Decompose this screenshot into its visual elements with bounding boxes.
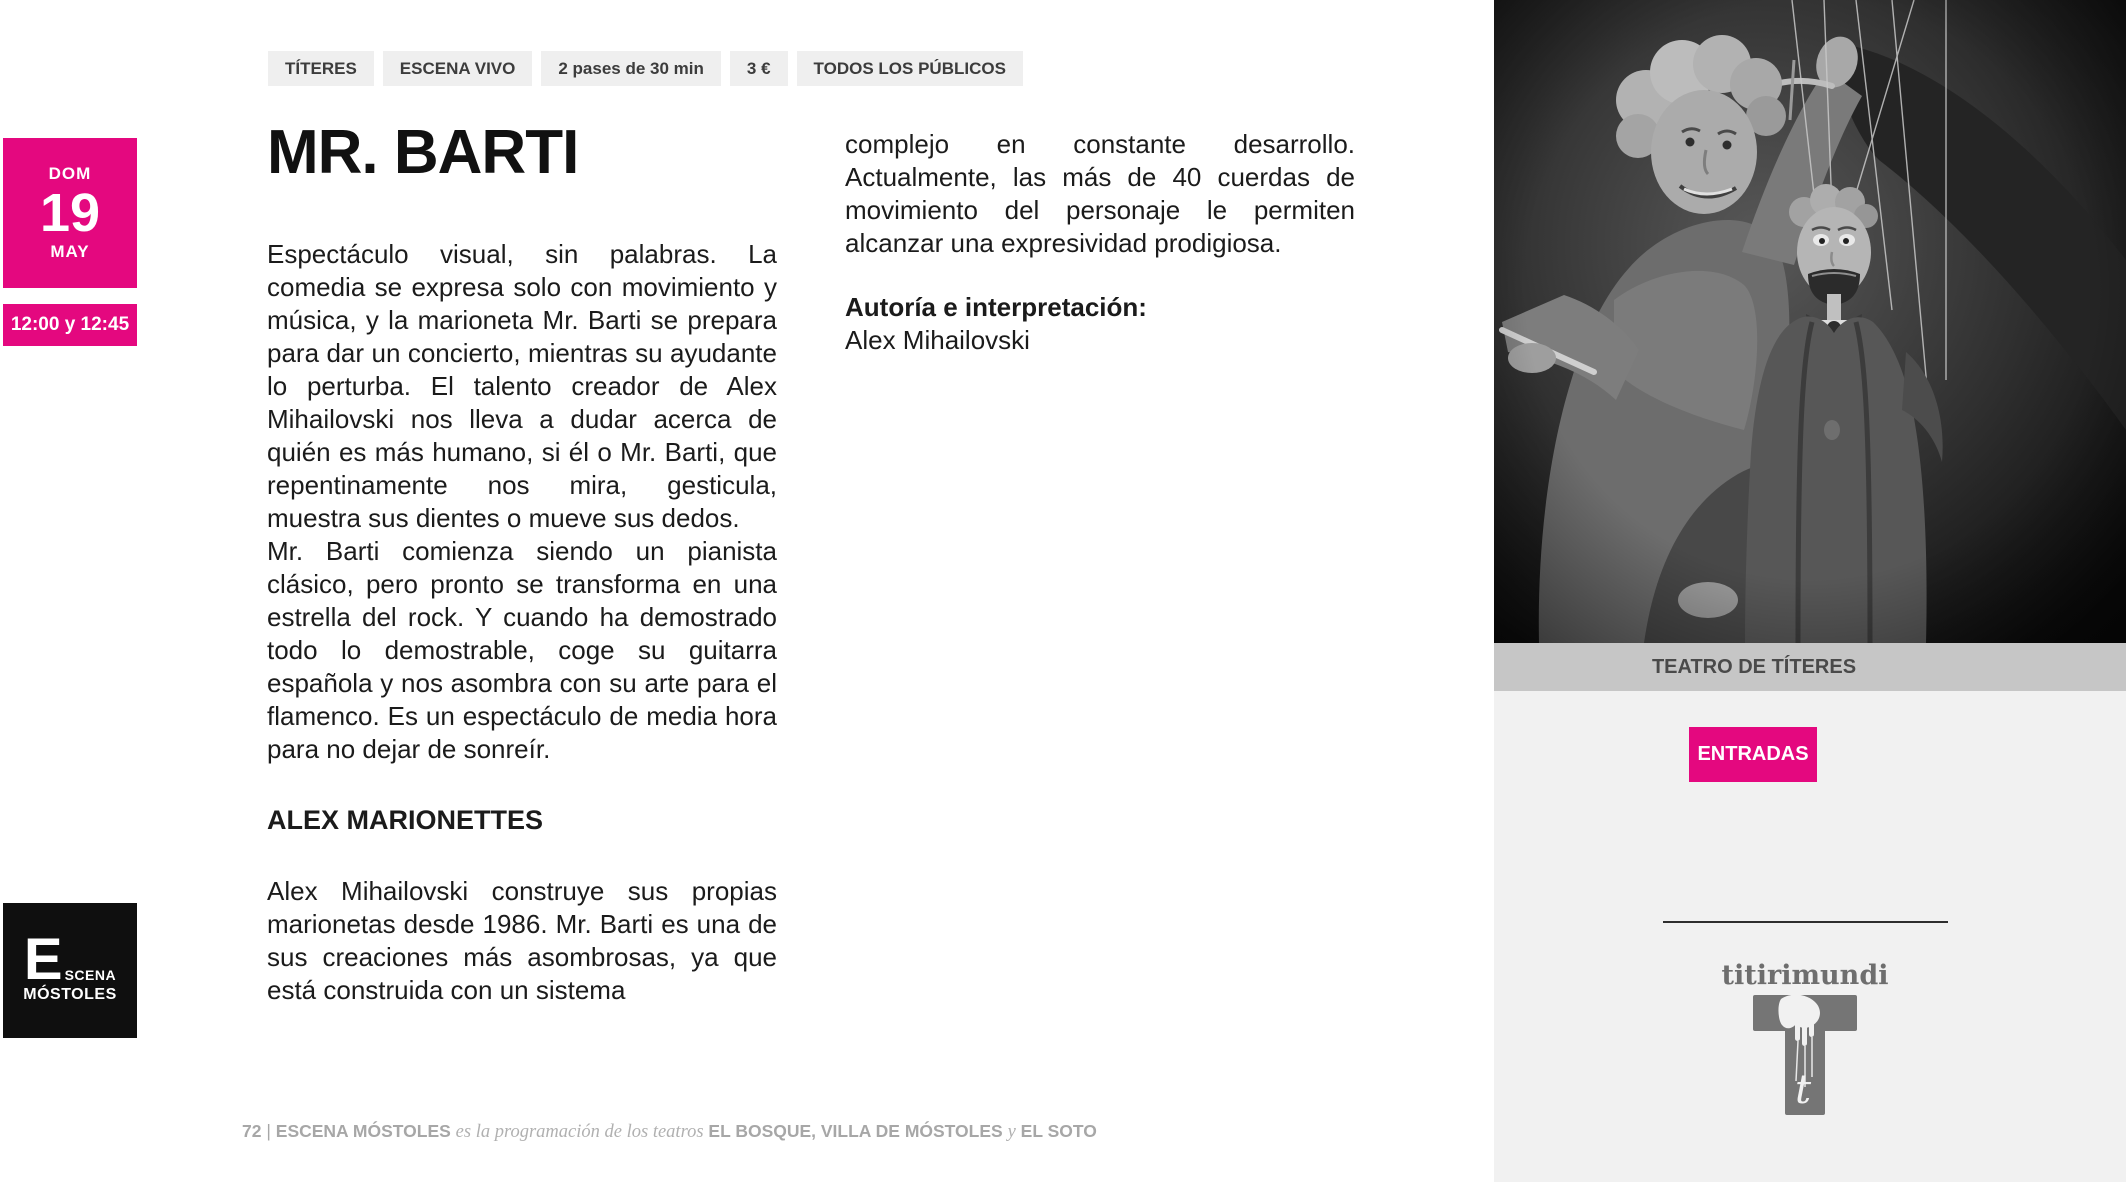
credits-heading: Autoría e interpretación:: [845, 292, 1147, 322]
tag-pases: 2 pases de 30 min: [541, 51, 721, 86]
page-footer: [242, 1121, 1342, 1143]
tag-publicos: TODOS LOS PÚBLICOS: [797, 51, 1023, 86]
escena-logo-rest: SCENA: [64, 966, 117, 983]
photo-caption: TEATRO DE TÍTERES: [1494, 643, 2126, 691]
credits-name: Alex Mihailovski: [845, 325, 1030, 355]
section-heading-alex-marionettes: ALEX MARIONETTES: [267, 805, 544, 835]
event-month: MAY: [50, 242, 90, 261]
performer-photo-illustration: [1494, 0, 2126, 643]
escena-logo-city: MÓSTOLES: [23, 985, 117, 1003]
footer-theaters-1: EL BOSQUE, VILLA DE MÓSTOLES: [708, 1121, 1003, 1141]
entradas-button[interactable]: ENTRADAS: [1689, 727, 1817, 782]
article-paragraph-3: Alex Mihailovski construye sus propias marionetas desde 1986. Mr. Barti es una de sus creaciones más asombrosas, ya que está construida con un sistema: [267, 876, 777, 1005]
article-paragraph-2: Mr. Barti comienza siendo un pianista clásico, pero pronto se transforma en una estrella del rock. Y cuando ha demostrado todo lo demostrable, coge su guitarra española y nos asombra con su arte para el flamenco. Es un espectáculo de media hora para no dejar de sonreír.: [267, 536, 777, 764]
footer-theaters-2: EL SOTO: [1020, 1121, 1097, 1141]
escena-mostoles-logo: [3, 903, 137, 1038]
credits-block: [845, 291, 1355, 357]
tag-escena-vivo: ESCENA VIVO: [383, 51, 533, 86]
tag-row: [268, 51, 1023, 86]
escena-logo-initial: E: [23, 927, 63, 993]
article-paragraph-1: Espectáculo visual, sin palabras. La comedia se expresa solo con movimiento y música, y la marioneta Mr. Barti se prepara para dar un concierto, mientras su ayudante lo perturba. El talento creador de Alex Mihailovski nos lleva a dudar acerca de quién es más humano, si él o Mr. Barti, que repentinamente nos mira, gesticula, muestra sus dientes o mueve sus dedos.: [267, 239, 777, 533]
titirimundi-logo[interactable]: [1700, 962, 1910, 1115]
performer-photo: [1494, 0, 2126, 643]
page-title: MR. BARTI: [267, 118, 579, 187]
footer-separator: |: [266, 1121, 271, 1141]
footer-conjunction: y: [1007, 1122, 1016, 1142]
event-day-name: DOM: [48, 164, 92, 183]
footer-page-number: 72: [242, 1121, 262, 1141]
tag-titeres: TÍTERES: [268, 51, 374, 86]
event-times: 12:00 y 12:45: [3, 304, 137, 346]
escena-logo-lockup: [23, 927, 117, 993]
footer-brand: ESCENA MÓSTOLES: [275, 1121, 451, 1141]
svg-text:t: t: [1795, 1067, 1812, 1113]
event-date-box: [3, 138, 137, 288]
footer-text: es la programación de los teatros: [455, 1122, 704, 1142]
event-day-number: 19: [39, 183, 101, 243]
tag-precio: 3 €: [730, 51, 788, 86]
titirimundi-t-icon: [1753, 993, 1857, 1115]
article-column-1: [267, 238, 777, 1007]
panel-divider: [1663, 921, 1948, 923]
article-column-2: [845, 128, 1355, 357]
article-paragraph-4: complejo en constante desarrollo. Actualmente, las más de 40 cuerdas de movimiento del personaje le permiten alcanzar una expresividad prodigiosa.: [845, 129, 1355, 258]
titirimundi-wordmark: titirimundi: [1721, 960, 1889, 991]
